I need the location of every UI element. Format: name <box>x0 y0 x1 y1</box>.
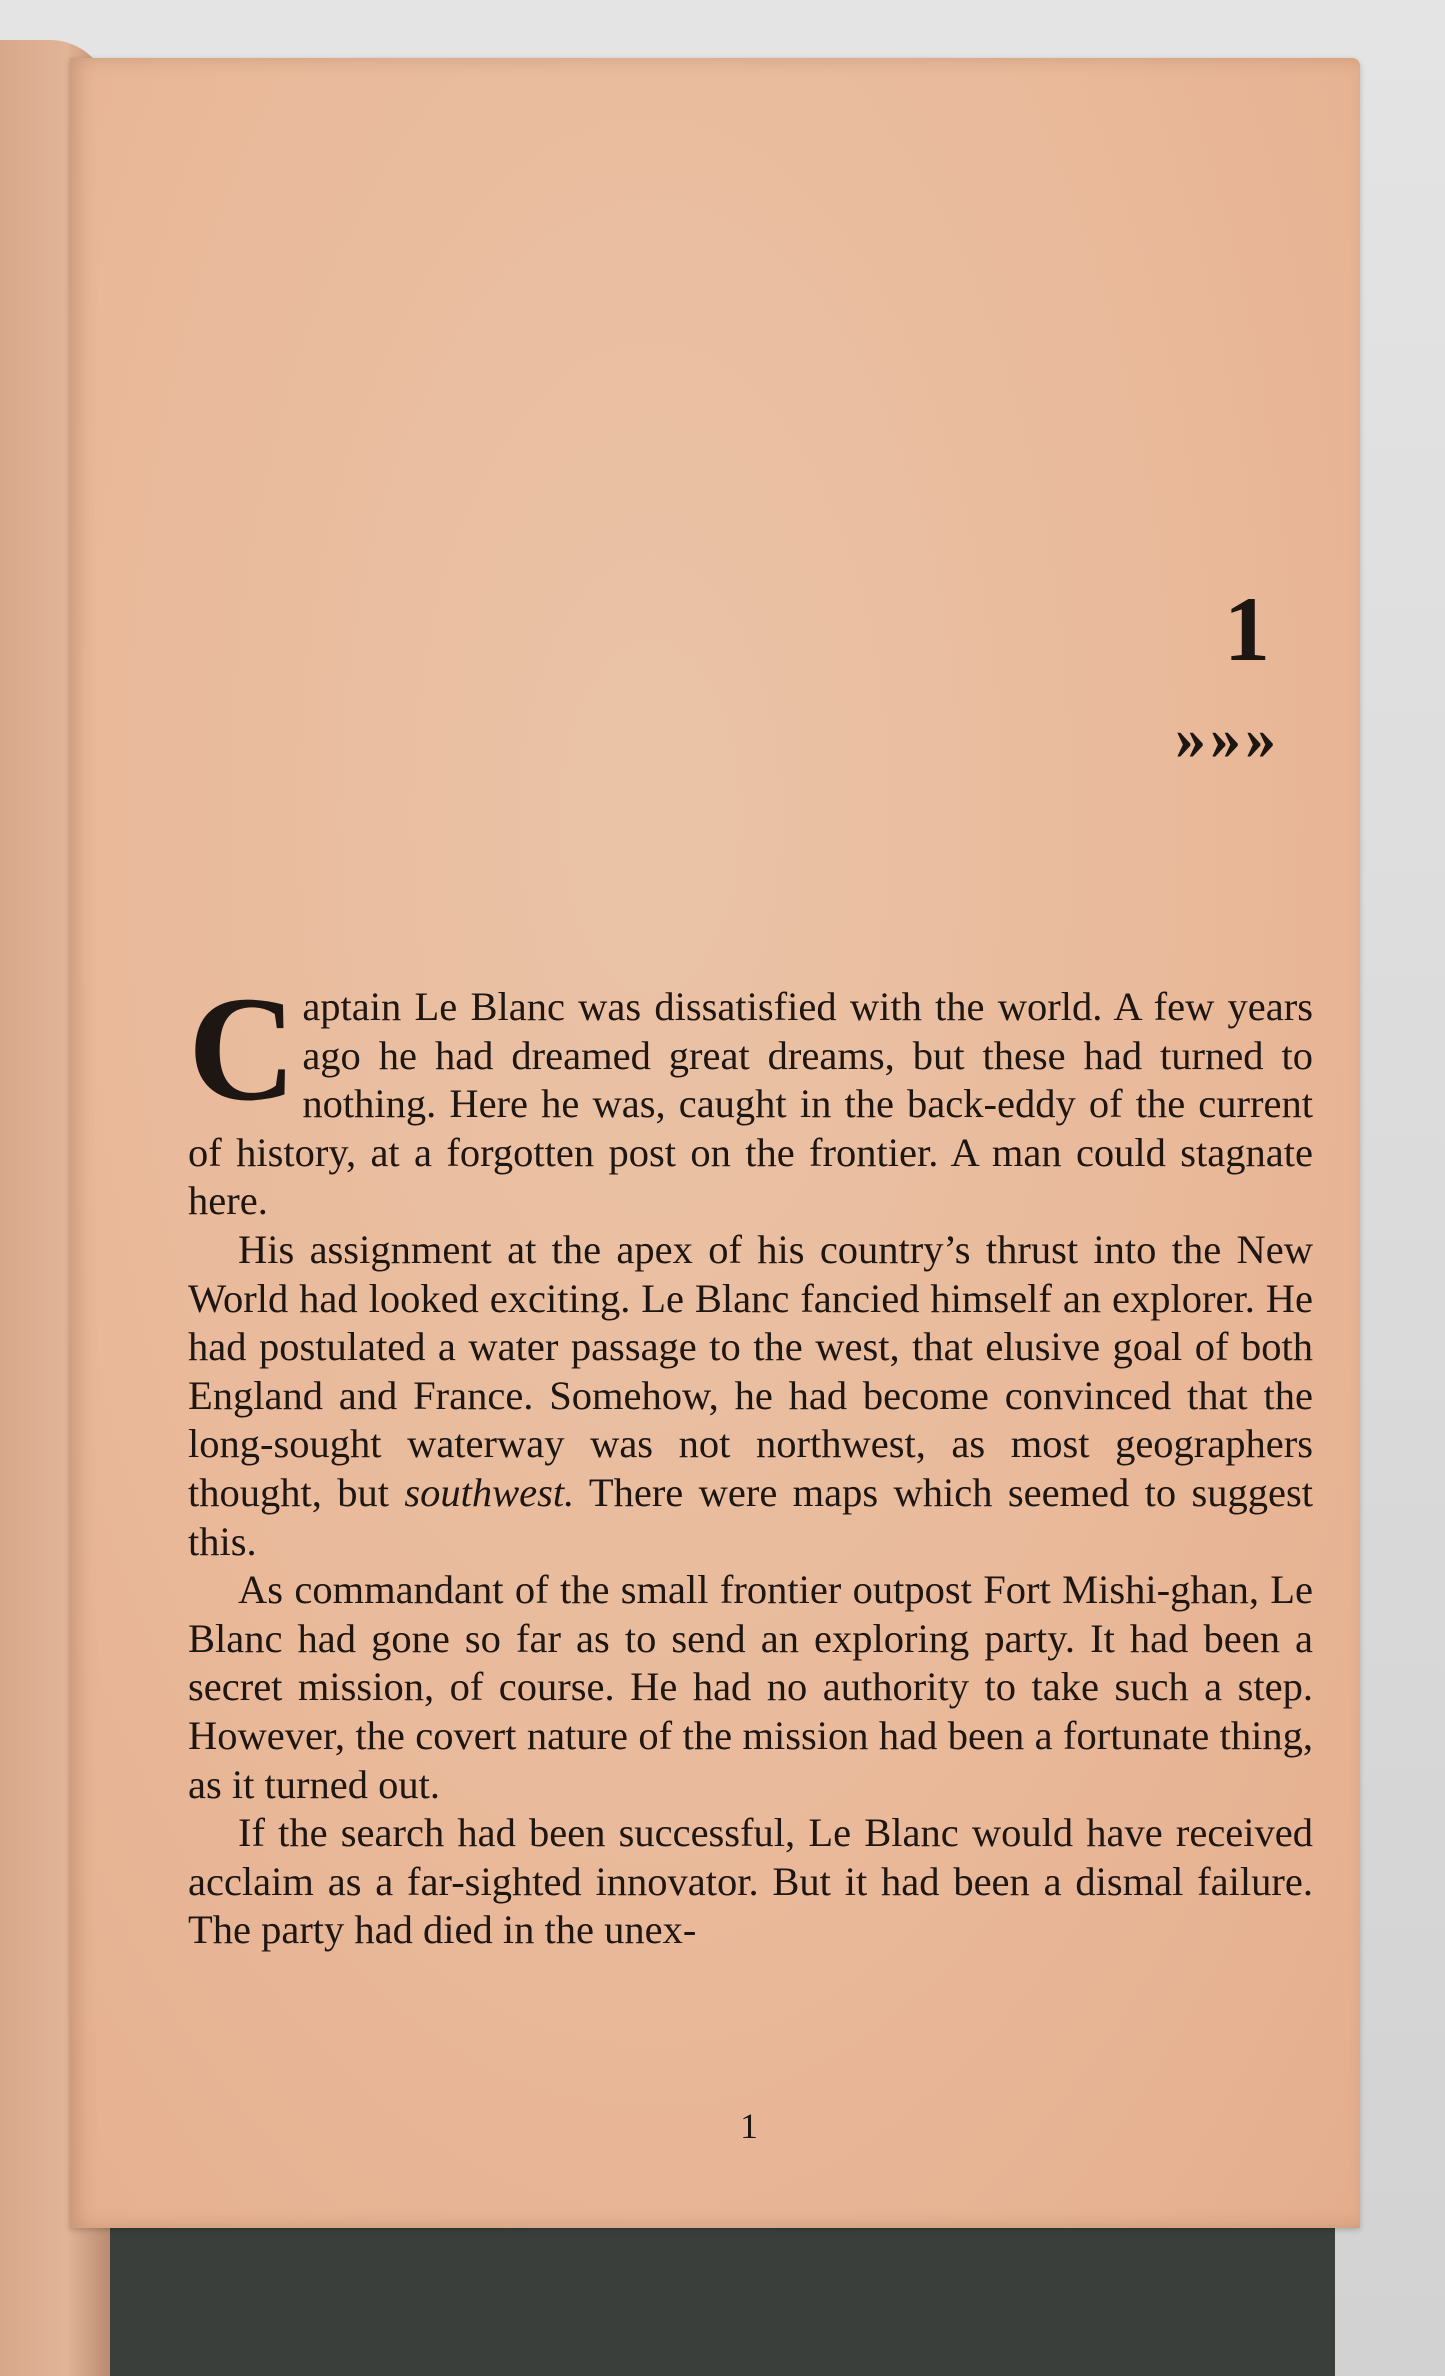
paragraph-2 <box>188 1226 1313 1566</box>
chapter-text <box>188 966 1313 1955</box>
paragraph-4: If the search had been successful, Le Blanc would have received acclaim as a far-sighted innovator. But it had been a dismal failure. The party had died in the unex- <box>188 1810 1313 1953</box>
paragraph-2-text-b: There were maps which seemed to suggest this. <box>188 1469 1313 1564</box>
paragraph-3: As commandant of the small frontier outpost Fort Mishi-ghan, Le Blanc had gone so far as to send an exploring party. It had been a secret mission, of course. He had no authority to take such a step. However, the covert nature of the mission had been a fortunate thing, as it turned out. <box>188 1567 1313 1807</box>
paragraph-2-text-a: His assignment at the apex of his country’s thrust into the New World had looked exciting. Le Blanc fancied himself an explorer. He had postulated a water passage to the west, that elusive goal of both England and France. Somehow, he had become convinced that the long-sought waterway was not northwest, as most geographers thought, but <box>188 1226 1313 1515</box>
chapter-number: 1 <box>1224 578 1270 680</box>
chapter-ornament: »»» <box>1175 705 1280 773</box>
drop-cap: C <box>188 966 297 1132</box>
paragraph-2-emphasis: southwest. <box>404 1469 575 1515</box>
book-page <box>70 58 1360 2228</box>
paragraph-1-text: aptain Le Blanc was dissatisfied with the world. A few years ago he had dreamed great dreams, but these had turned to nothing. Here he was, caught in the back-eddy of the current of history, at a forgotten post on the frontier. A man could stagnate here. <box>188 984 1313 1224</box>
page-number: 1 <box>740 2106 758 2146</box>
paragraph-1 <box>188 966 1313 1226</box>
